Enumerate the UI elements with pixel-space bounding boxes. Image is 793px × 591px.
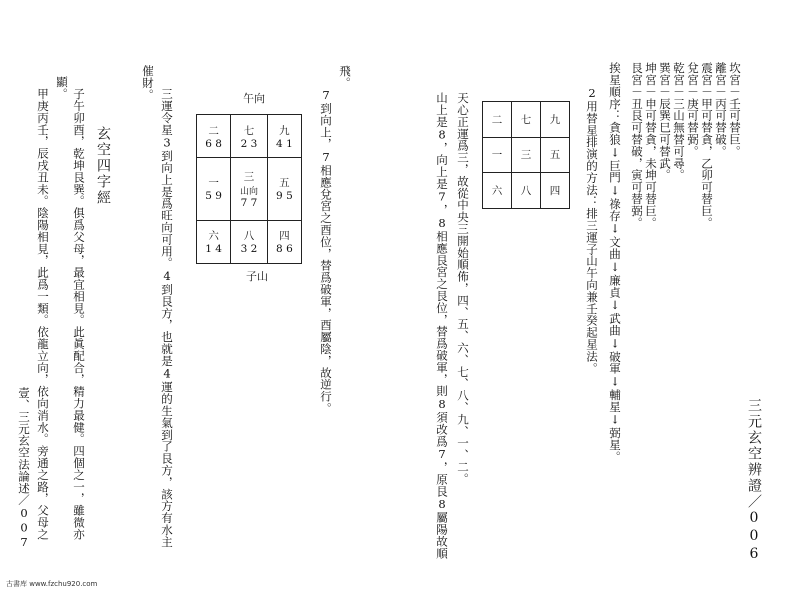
palace-list-4: 兌宮－庚可替弼。 [686,62,700,158]
grid-cell: 二 6 8 [197,115,231,158]
continued-text-fly: 飛。 [338,65,352,89]
grid-cell: 九 [541,102,570,138]
grid-cell: 九 4 1 [267,115,301,158]
continued-text: 7到向上，7相應兌宮之酉位，替爲破軍，酉屬陰，故逆行。 [319,88,333,415]
palace-list-7: 坤宮－申可替貪，未坤可替巨。 [644,62,658,229]
grid-cell: 八 3 2 [231,220,268,263]
scripture-col-2: 顯。 [55,76,69,100]
grid-cell: 七 [512,102,541,138]
flying-star-chart [196,114,302,264]
palace-list-5: 乾宮－三山無替可尋。 [672,62,686,181]
palace-list-3: 震宮－甲可替貪，乙卯可替巨。 [700,62,714,229]
grid-cell: 一 [483,137,512,173]
grid-cell: 三 [512,137,541,173]
site-logo: 古書库 www.fzchu920.com [6,580,98,588]
star-sequence-text: 挨星順序：貪狼↓巨門↓祿存↓文曲↓廉貞↓武曲↓破軍↓輔星↓弼星。 [608,62,622,463]
grid-top-label: 午向 [243,92,265,105]
palace-list-6: 巽宮－辰巽巳可替武。 [658,62,672,181]
analysis-col-2: 催財。 [141,65,155,101]
right-nine-palace-grid [482,101,570,209]
explanation-col-2: 山上是8，向上是7，8相應艮宮之艮位，替爲破軍，則8須改爲7，原艮8屬陽故順 [435,92,449,560]
grid-cell: 四 [541,173,570,209]
page-header-right: 三元玄空辨證／006 [746,398,762,564]
page-footer-left: 壹、三元玄空法論述／007 [17,387,31,550]
grid-bottom-label: 子山 [246,270,268,283]
scripture-col-3: 甲庚丙壬，辰戌丑未。陰陽相見，此爲一類。依龍立向，依向消水。旁通之路，父母之 [36,88,50,541]
explanation-col-1: 天心正運爲三，故從中央三開始順佈，四、五、六、七、八、九、一、二。 [456,92,470,485]
grid-cell: 二 [483,102,512,138]
palace-list-1: 坎宮－壬可替巨。 [728,62,742,158]
scripture-col-1: 子午卯酉，乾坤艮巽。俱爲父母，最宜相見。此眞配合，精力最健。四個之一，雖微亦 [72,88,86,541]
grid-cell: 八 [512,173,541,209]
grid-cell: 六 1 4 [197,220,231,263]
grid-cell: 四 8 6 [267,220,301,263]
grid-cell: 五 9 5 [267,158,301,221]
grid-cell: 七 2 3 [231,115,268,158]
palace-list-8: 艮宮－丑艮可替破，寅可替弼。 [630,62,644,229]
analysis-col-1: 三運令星3到向上是爲旺向可用。4到艮方，也就是4運的生氣到了艮方，該方有水主 [160,88,174,548]
palace-list-2: 離宮－丙可替破。 [714,62,728,158]
section-title: 玄空四字經 [95,126,111,206]
grid-cell: 一 5 9 [197,158,231,221]
grid-cell: 六 [483,173,512,209]
grid-cell: 五 [541,137,570,173]
grid-cell: 三 山向 7 7 [231,158,268,221]
method-text: 2用替星排演的方法：排三運子山午向兼壬癸起星法。 [585,86,599,375]
